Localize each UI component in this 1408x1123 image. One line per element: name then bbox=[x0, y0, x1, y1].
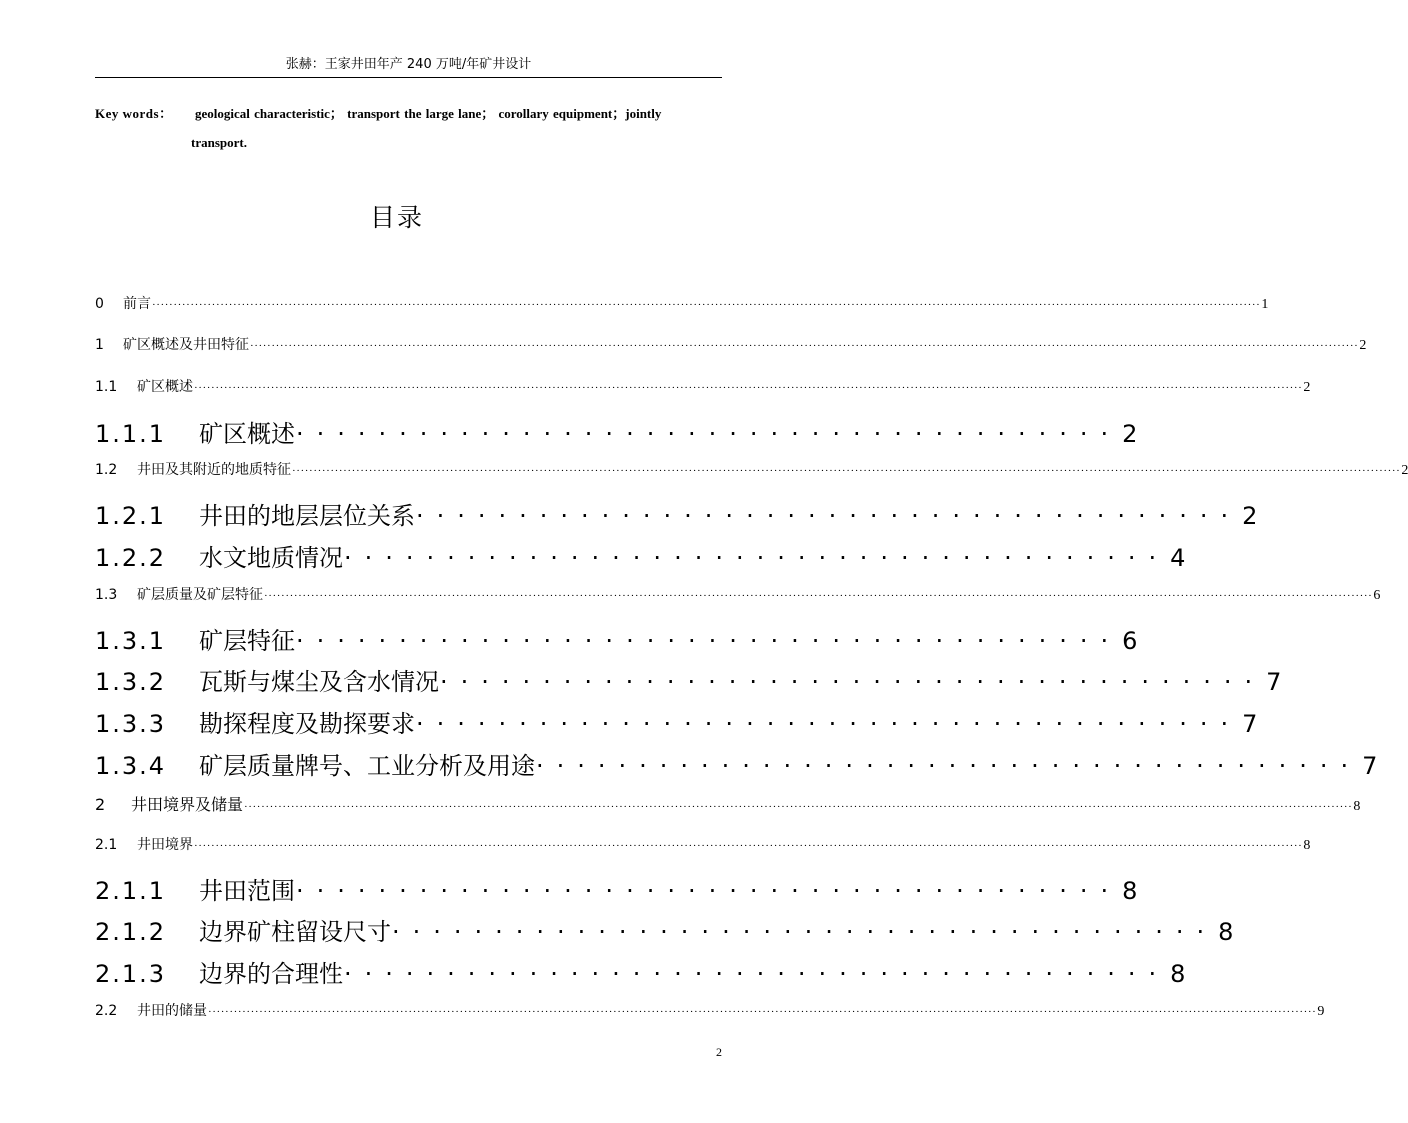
toc-entry-page: 8 bbox=[1170, 960, 1186, 988]
toc-entry[interactable] bbox=[95, 584, 1381, 604]
toc-entry-number: 2.1 bbox=[95, 837, 118, 853]
toc-entry[interactable] bbox=[95, 912, 1234, 946]
toc-dot-leader: ···································································································································································································································································· bbox=[264, 590, 1373, 602]
toc-entry-title: 边界的合理性 bbox=[199, 960, 343, 988]
toc-entry-title: 边界矿柱留设尺寸 bbox=[199, 918, 391, 946]
toc-entry-label bbox=[95, 459, 291, 479]
toc-dot-leader: ········································ bbox=[416, 502, 1242, 530]
toc-entry-label bbox=[95, 621, 295, 656]
toc-dot-leader: ········································ bbox=[440, 668, 1266, 696]
toc-entry-label bbox=[95, 538, 343, 573]
running-header: 张赫：王家井田年产 240 万吨/年矿井设计 bbox=[285, 57, 532, 72]
keywords-line-2: transport. bbox=[191, 135, 247, 150]
toc-dot-leader: ········································ bbox=[296, 877, 1122, 905]
toc-entry-number: 2.1.3 bbox=[95, 960, 167, 988]
toc-entry-page: 8 bbox=[1353, 799, 1361, 814]
toc-dot-leader: ········································ bbox=[344, 960, 1170, 988]
toc-entry[interactable] bbox=[95, 414, 1138, 448]
toc-entry-title: 井田的地层层位关系 bbox=[199, 502, 415, 530]
toc-entry-number: 1.2.2 bbox=[95, 544, 167, 572]
toc-dot-leader: ········································ bbox=[416, 710, 1242, 738]
toc-entry-title: 井田及其附近的地质特征 bbox=[137, 462, 291, 478]
toc-title: 目录 bbox=[369, 203, 424, 232]
toc-entry-page: 6 bbox=[1373, 588, 1381, 603]
toc-entry-number: 1.3.1 bbox=[95, 627, 167, 655]
toc-entry-number: 1.1.1 bbox=[95, 420, 167, 448]
header-rule bbox=[95, 77, 722, 78]
toc-entry-page: 2 bbox=[1303, 380, 1311, 395]
toc-entry-label bbox=[95, 662, 439, 697]
toc-entry-label bbox=[95, 584, 263, 604]
toc-entry-page: 7 bbox=[1242, 710, 1258, 738]
toc-dot-leader: ···································································································································································································································································· bbox=[208, 1006, 1317, 1018]
toc-entry-number: 1.1 bbox=[95, 379, 118, 395]
toc-entry-page: 7 bbox=[1266, 668, 1282, 696]
toc-entry[interactable] bbox=[95, 538, 1186, 572]
toc-entry[interactable] bbox=[95, 1000, 1325, 1020]
toc-dot-leader: ········································ bbox=[296, 627, 1122, 655]
toc-entry-title: 井田的储量 bbox=[137, 1003, 207, 1019]
toc-dot-leader: ········································ bbox=[296, 420, 1122, 448]
toc-entry-title: 水文地质情况 bbox=[199, 544, 343, 572]
toc-entry-page: 2 bbox=[1242, 502, 1258, 530]
toc-entry-title: 瓦斯与煤尘及含水情况 bbox=[199, 668, 439, 696]
toc-entry[interactable] bbox=[95, 662, 1282, 696]
toc-entry-number: 2.1.1 bbox=[95, 877, 167, 905]
toc-entry-page: 8 bbox=[1303, 838, 1311, 853]
toc-entry-number: 0 bbox=[95, 296, 104, 312]
toc-entry[interactable] bbox=[95, 792, 1361, 814]
toc-entry-label bbox=[95, 1000, 207, 1020]
toc-entry[interactable] bbox=[95, 496, 1258, 530]
toc-entry-page: 7 bbox=[1362, 752, 1378, 780]
toc-entry-number: 1.2 bbox=[95, 462, 118, 478]
toc-entry-label bbox=[95, 293, 151, 313]
toc-entry[interactable] bbox=[95, 954, 1186, 988]
toc-entry-title: 矿层质量及矿层特征 bbox=[137, 587, 263, 603]
toc-entry-number: 1 bbox=[95, 337, 104, 353]
toc-entry-number: 2.2 bbox=[95, 1003, 118, 1019]
toc-entry-page: 4 bbox=[1170, 544, 1186, 572]
toc-entry-title: 井田范围 bbox=[199, 877, 295, 905]
toc-entry-number: 1.2.1 bbox=[95, 502, 167, 530]
keywords-line-1: geological characteristic； transport the large lane； corollary equipment；jointly bbox=[195, 106, 662, 121]
toc-entry-title: 勘探程度及勘探要求 bbox=[199, 710, 415, 738]
toc-entry-number: 1.3 bbox=[95, 587, 118, 603]
toc-entry[interactable] bbox=[95, 834, 1311, 854]
toc-dot-leader: ···································································································································································································································································· bbox=[152, 299, 1261, 311]
toc-dot-leader: ········································ bbox=[392, 918, 1218, 946]
toc-entry-title: 矿区概述及井田特征 bbox=[123, 337, 249, 353]
toc-entry-label bbox=[95, 954, 343, 989]
page-number: 2 bbox=[716, 1045, 722, 1059]
toc-entry-label bbox=[95, 704, 415, 739]
toc-entry[interactable] bbox=[95, 621, 1138, 655]
toc-entry-title: 矿区概述 bbox=[137, 379, 193, 395]
toc-entry-label bbox=[95, 746, 535, 781]
toc-entry[interactable] bbox=[95, 459, 1408, 479]
toc-entry-label bbox=[95, 834, 193, 854]
toc-entry-page: 8 bbox=[1218, 918, 1234, 946]
toc-entry[interactable] bbox=[95, 293, 1269, 313]
toc-entry-title: 矿层质量牌号、工业分析及用途 bbox=[199, 752, 535, 780]
toc-entry-title: 前言 bbox=[123, 296, 151, 312]
toc-dot-leader: ···································································································································································································································································· bbox=[194, 382, 1303, 394]
toc-entry-number: 1.3.3 bbox=[95, 710, 167, 738]
toc-entry-page: 9 bbox=[1317, 1004, 1325, 1019]
toc-entry[interactable] bbox=[95, 871, 1138, 905]
toc-entry-label bbox=[95, 912, 391, 947]
toc-entry-title: 矿区概述 bbox=[199, 420, 295, 448]
toc-entry-page: 1 bbox=[1261, 297, 1269, 312]
toc-entry-page: 2 bbox=[1359, 338, 1367, 353]
keywords-label: Key words： bbox=[95, 106, 173, 121]
toc-dot-leader: ········································ bbox=[536, 752, 1362, 780]
toc-dot-leader: ········································ bbox=[344, 544, 1170, 572]
toc-dot-leader: ···································································································································································································································································· bbox=[244, 801, 1353, 813]
toc-entry-page: 6 bbox=[1122, 627, 1138, 655]
toc-dot-leader: ···································································································································································································································································· bbox=[194, 840, 1303, 852]
toc-dot-leader: ···································································································································································································································································· bbox=[250, 340, 1359, 352]
toc-entry[interactable] bbox=[95, 376, 1311, 396]
toc-entry-title: 井田境界及储量 bbox=[131, 795, 244, 814]
toc-entry-number: 2 bbox=[95, 795, 106, 814]
toc-entry-number: 1.3.4 bbox=[95, 752, 167, 780]
toc-entry-page: 2 bbox=[1122, 420, 1138, 448]
toc-dot-leader: ···································································································································································································································································· bbox=[292, 465, 1401, 477]
toc-entry-number: 1.3.2 bbox=[95, 668, 167, 696]
toc-entry-page: 8 bbox=[1122, 877, 1138, 905]
toc-entry-page: 2 bbox=[1401, 463, 1408, 478]
toc-entry-title: 井田境界 bbox=[137, 837, 193, 853]
toc-entry[interactable] bbox=[95, 334, 1367, 354]
toc-entry[interactable] bbox=[95, 746, 1378, 780]
toc-entry-label bbox=[95, 871, 295, 906]
toc-entry[interactable] bbox=[95, 704, 1258, 738]
toc-entry-label bbox=[95, 496, 415, 531]
toc-entry-label bbox=[95, 792, 243, 815]
toc-entry-number: 2.1.2 bbox=[95, 918, 167, 946]
toc-entry-label bbox=[95, 414, 295, 449]
toc-entry-label bbox=[95, 334, 249, 354]
toc-entry-label bbox=[95, 376, 193, 396]
toc-entry-title: 矿层特征 bbox=[199, 627, 295, 655]
